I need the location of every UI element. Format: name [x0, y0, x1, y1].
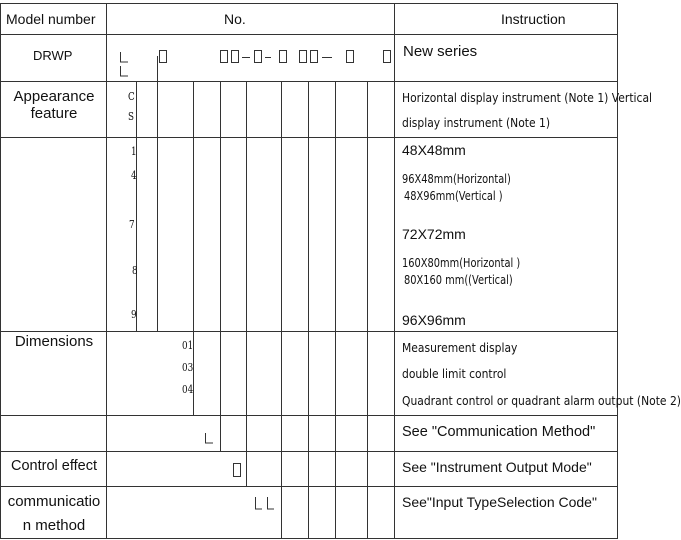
appearance-instruction-line2: display instrument (Note 1) [402, 115, 551, 130]
size-code-1: 1 [131, 145, 137, 158]
size-code-7: 7 [129, 218, 135, 231]
header-model-number: Model number [6, 11, 96, 27]
appearance-label-line1: Appearance [13, 88, 95, 105]
size-text-4b: 48X96mm(Vertical ) [404, 189, 503, 203]
dimension-code-04: 04 [182, 383, 194, 396]
size-code-9: 9 [131, 308, 137, 321]
dimension-code-03: 03 [182, 361, 194, 374]
header-instruction: Instruction [501, 11, 566, 27]
control-effect-label: Control effect [11, 458, 97, 474]
communication-method-label-line1: communicatio [7, 493, 101, 510]
model-code: DRWP [33, 48, 73, 63]
size-text-7: 72X72mm [402, 226, 466, 242]
control-code-placeholder [234, 464, 241, 477]
size-text-4a: 96X48mm(Horizontal) [402, 172, 511, 186]
communication-method-label [2, 490, 106, 538]
communication-method-label-line2: n method [22, 517, 86, 534]
dimensions-label: Dimensions [14, 333, 94, 350]
size-text-8a: 160X80mm(Horizontal ) [402, 256, 521, 270]
size-code-4: 4 [131, 169, 137, 182]
size-code-8: 8 [132, 264, 138, 277]
comm-instruction: See "Communication Method" [402, 424, 596, 440]
header-no: No. [224, 11, 246, 27]
dimension-text-01: Measurement display [402, 340, 518, 355]
size-text-8b: 80X160 mm((Vertical) [404, 273, 513, 287]
appearance-code-s: S [128, 110, 135, 123]
appearance-instruction-line1: Horizontal display instrument (Note 1) Vertical [402, 90, 653, 105]
comm-code-placeholder [206, 433, 214, 443]
dimension-code-01: 01 [182, 339, 194, 352]
code-placeholders [121, 51, 391, 510]
model-instruction: New series [403, 43, 478, 60]
dimension-text-03: double limit control [402, 366, 507, 381]
control-effect-instruction: See "Instrument Output Mode" [402, 459, 592, 475]
communication-method-instruction: See"Input TypeSelection Code" [402, 494, 597, 510]
appearance-code-c: C [128, 90, 135, 103]
size-text-9: 96X96mm [402, 312, 466, 328]
dimension-text-04: Quadrant control or quadrant alarm output (Note 2) [402, 393, 681, 408]
appearance-label [4, 88, 104, 123]
size-text-1: 48X48mm [402, 142, 466, 158]
appearance-label-line2: feature [30, 105, 78, 123]
